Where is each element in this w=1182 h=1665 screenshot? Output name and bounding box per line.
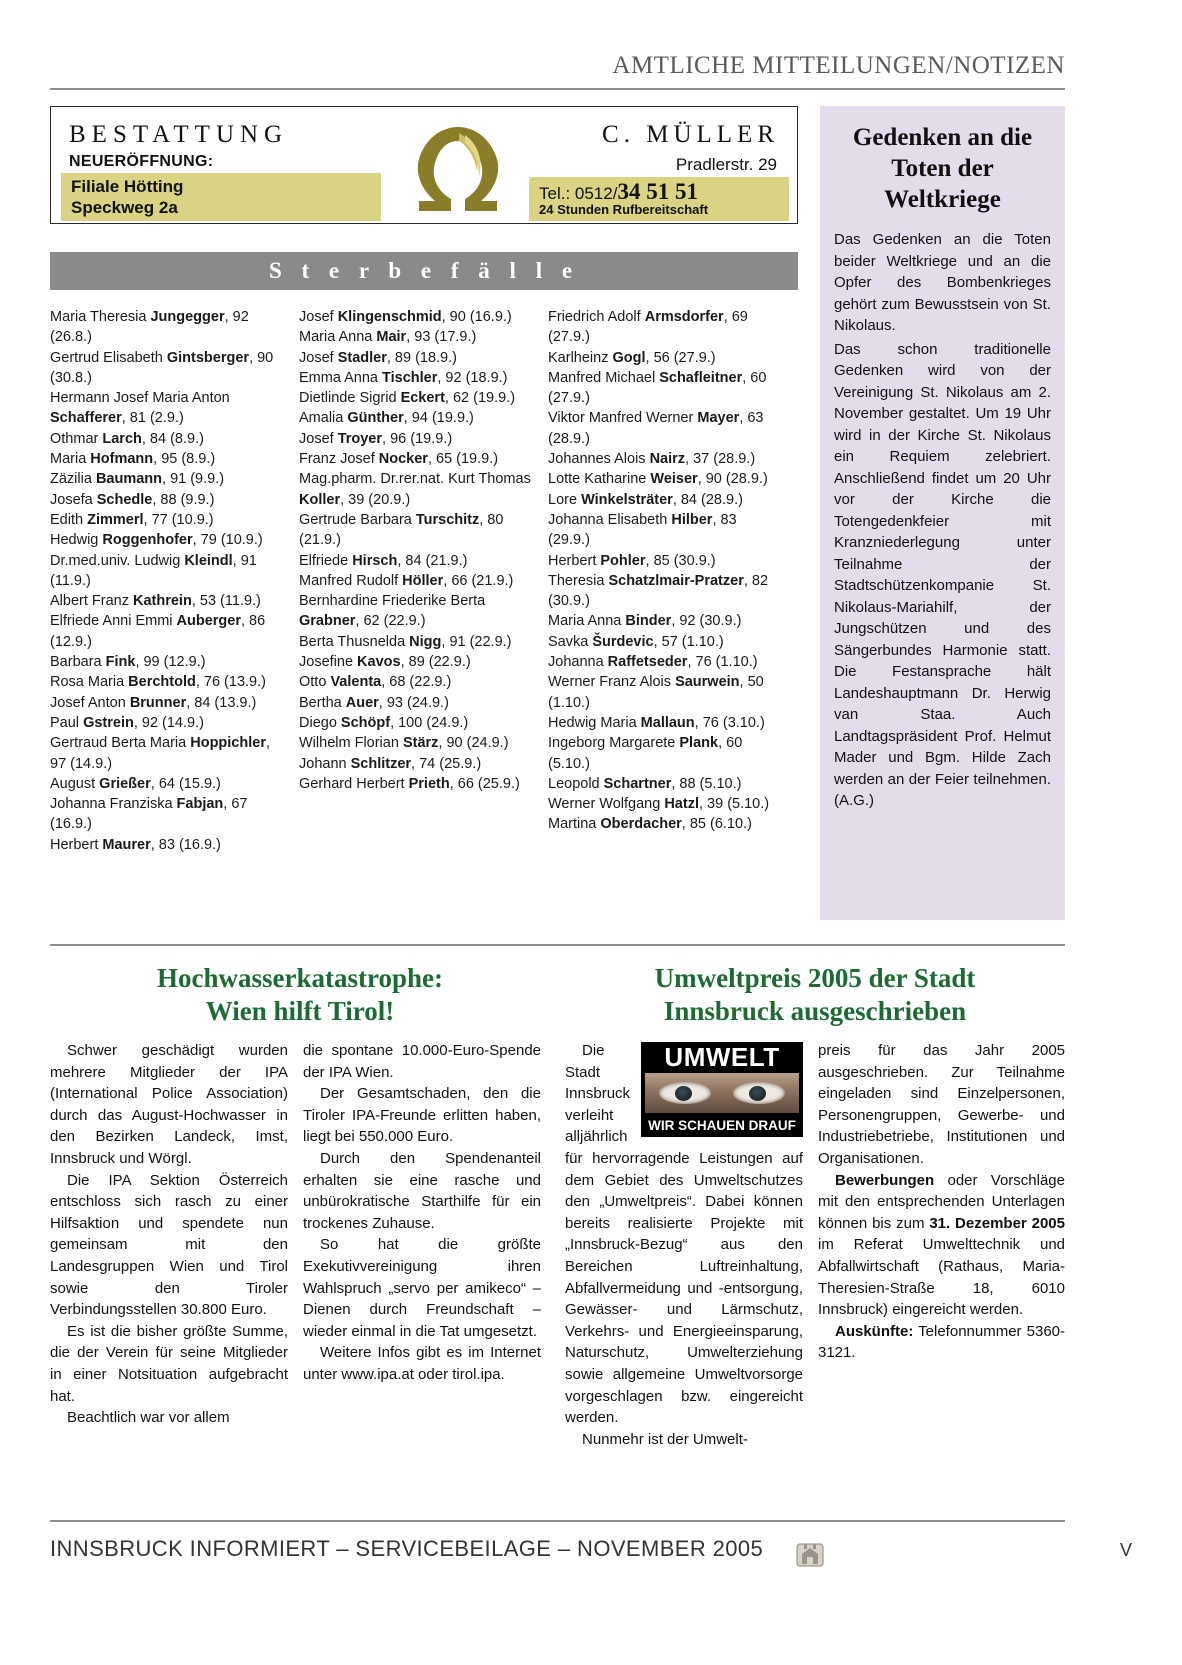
obituary-entry: Dr.med.univ. Ludwig Kleindl, 91 (11.9.) bbox=[50, 552, 257, 589]
iris-right bbox=[749, 1086, 766, 1101]
obituary-entry: Albert Franz Kathrein, 53 (11.9.) bbox=[50, 593, 261, 610]
ad-brand: BESTATTUNG bbox=[69, 121, 289, 148]
obituary-entry: Werner Wolfgang Hatzl, 39 (5.10.) bbox=[548, 796, 770, 813]
obituary-entry: Paul Gstrein, 92 (14.9.) bbox=[50, 714, 204, 731]
ad-branch-line1: Filiale Hötting bbox=[71, 177, 184, 196]
obituary-entry: Maria Theresia Jungegger, 92 (26.8.) bbox=[50, 309, 249, 346]
obituary-entry: Franz Josef Nocker, 65 (19.9.) bbox=[299, 451, 499, 468]
obituary-entry: Gerhard Herbert Prieth, 66 (25.9.) bbox=[299, 775, 520, 792]
obituary-entry: Hedwig Roggenhofer, 79 (10.9.) bbox=[50, 532, 263, 549]
iris-left bbox=[675, 1086, 692, 1101]
obituary-entry: Gertrude Barbara Turschitz, 80 (21.9.) bbox=[299, 511, 504, 549]
article1-column-2 bbox=[303, 1040, 541, 1386]
obituary-entry: Diego Schöpf, 100 (24.9.) bbox=[299, 714, 469, 731]
article1-column-1 bbox=[50, 1040, 288, 1429]
umwelt-logo-eyes bbox=[645, 1073, 799, 1113]
obituary-entry: Savka Šurdevic, 57 (1.10.) bbox=[548, 633, 724, 650]
obituary-entry: Otto Valenta, 68 (22.9.) bbox=[299, 674, 452, 691]
obituary-entry: Josef Klingenschmid, 90 (16.9.) bbox=[299, 309, 512, 325]
article-paragraph: Der Gesamtschaden, den die Tiroler IPA-Freunde erlitten haben, liegt bei 550.000 Euro. bbox=[303, 1085, 541, 1146]
obituary-entry: August Grießer, 64 (15.9.) bbox=[50, 775, 221, 792]
article-paragraph: So hat die größte Exekutivvereinigung ihren Wahlspruch „servo per amikeco“ – Dienen durch Freundschaft – wieder einmal in die Tat umgesetzt. bbox=[303, 1236, 541, 1340]
obituary-entry: Herbert Pohler, 85 (30.9.) bbox=[548, 552, 716, 569]
article2-para-1: Die Stadt Innsbruck verleiht alljährlich für hervorragende Leistungen auf dem Gebiet des Umweltschutzes den „Umweltpreis“. Dabei können bereits realisierte Projekte mit „Innsbruck-Bezug“ aus den Bereichen Luftreinhaltung, Abfallvermeidung und -entsorgung, Gewässer- und Lärmschutz, Verkehrs- und Energieeinsparung, Naturschutz, Umwelterziehung sowie allgemeine Umweltvorsorge vorgeschlagen bzw. eingereicht werden. bbox=[565, 1042, 803, 1427]
obituary-entry: Dietlinde Sigrid Eckert, 62 (19.9.) bbox=[299, 390, 516, 407]
ad-tel-note: 24 Stunden Rufbereitschaft bbox=[539, 202, 709, 217]
article-paragraph: die spontane 10.000-Euro-Spende der IPA Wien. bbox=[303, 1042, 541, 1081]
obituary-entry: Martina Oberdacher, 85 (6.10.) bbox=[548, 816, 752, 833]
ad-address: Pradlerstr. 29 bbox=[675, 155, 777, 174]
obituary-column-1 bbox=[50, 307, 299, 855]
article1-title-line2: Wien hilft Tirol! bbox=[205, 996, 395, 1026]
obituary-entry: Karlheinz Gogl, 56 (27.9.) bbox=[548, 349, 716, 366]
obituary-entry: Emma Anna Tischler, 92 (18.9.) bbox=[299, 369, 508, 386]
obituary-entry: Bertha Auer, 93 (24.9.) bbox=[299, 694, 449, 711]
obituary-entry: Berta Thusnelda Nigg, 91 (22.9.) bbox=[299, 633, 512, 650]
sidebar-paragraph: Das schon traditionelle Gedenken wird von der Vereinigung St. Nikolaus am 2. November gestaltet. Um 19 Uhr wird in der Kirche St. Nikolaus ein Requiem zelebriert. Anschließend findet um 20 Uhr vor der Kirche die Totengedenkfeier mit Kranzniederlegung unter Teilnahme der Stadtschützenkompanie St. Nikolaus-Mariahilf, der Jungschützen und des Sängerbundes Harmonie statt. Die Festansprache hält Landeshauptmann Dr. Herwig van Staa. Auch Landtagspräsident Prof. Helmut Mader und Bgm. Hilde Zach werden an der Feier teilnehmen. (A.G.) bbox=[834, 340, 1051, 809]
obituary-entry: Othmar Larch, 84 (8.9.) bbox=[50, 430, 204, 447]
obituary-entry: Johannes Alois Nairz, 37 (28.9.) bbox=[548, 451, 756, 468]
article2-column-2 bbox=[818, 1040, 1065, 1364]
obituary-entry: Zäzilia Baumann, 91 (9.9.) bbox=[50, 471, 225, 488]
obituary-entry: Wilhelm Florian Stärz, 90 (24.9.) bbox=[299, 735, 509, 752]
obituary-entry: Maria Anna Mair, 93 (17.9.) bbox=[299, 329, 477, 346]
obituary-entry: Hedwig Maria Mallaun, 76 (3.10.) bbox=[548, 714, 765, 731]
article-paragraph: preis für das Jahr 2005 ausgeschrieben. Zur Teilnahme eingeladen sind Einzelpersonen, Personengruppen, Gewerbe- und Industriebetriebe, Institutionen und Organisationen. bbox=[818, 1042, 1065, 1167]
obituary-list bbox=[50, 307, 798, 855]
footer-text: INNSBRUCK INFORMIERT – SERVICEBEILAGE – NOVEMBER 2005 bbox=[50, 1536, 764, 1561]
sterbefaelle-banner: S t e r b e f ä l l e bbox=[50, 252, 798, 290]
ad-tel-number: 34 51 51 bbox=[617, 179, 698, 204]
obituary-entry: Viktor Manfred Werner Mayer, 63 (28.9.) bbox=[548, 410, 764, 447]
city-crest-icon bbox=[793, 1538, 827, 1572]
article-paragraph: Es ist die bisher größte Summe, die der Verein für seine Mitglieder in einer Notsituation aufgebracht hat. bbox=[50, 1322, 288, 1405]
obituary-entry: Elfriede Anni Emmi Auberger, 86 (12.9.) bbox=[50, 613, 266, 650]
obituary-entry: Johanna Elisabeth Hilber, 83 (29.9.) bbox=[548, 511, 737, 549]
header-divider bbox=[50, 88, 1065, 90]
obituary-entry: Ingeborg Margarete Plank, 60 (5.10.) bbox=[548, 735, 743, 772]
obituary-entry: Leopold Schartner, 88 (5.10.) bbox=[548, 775, 742, 792]
obituary-entry: Barbara Fink, 99 (12.9.) bbox=[50, 654, 206, 671]
sidebar-title: Gedenken an die Toten der Weltkriege bbox=[852, 124, 1033, 213]
eye-left-icon bbox=[659, 1082, 711, 1104]
obituary-entry: Mag.pharm. Dr.rer.nat. Kurt Thomas Koller, 39 (20.9.) bbox=[299, 471, 531, 508]
obituary-entry: Amalia Günther, 94 (19.9.) bbox=[299, 410, 474, 427]
eye-right-icon bbox=[733, 1082, 785, 1104]
article1-title-line1: Hochwasserkatastrophe: bbox=[157, 963, 443, 993]
obituary-entry: Josef Stadler, 89 (18.9.) bbox=[299, 349, 457, 366]
omega-logo-icon bbox=[399, 115, 517, 217]
obituary-entry: Elfriede Hirsch, 84 (21.9.) bbox=[299, 552, 468, 569]
article-paragraph: Durch den Spendenanteil erhalten sie eine rasche und unbürokratische Starthilfe für ein trockenes Zuhause. bbox=[303, 1149, 541, 1232]
ad-branch-box bbox=[61, 173, 381, 221]
obituary-entry: Gertrud Elisabeth Gintsberger, 90 (30.8.) bbox=[50, 349, 274, 386]
funeral-home-advertisement bbox=[50, 106, 798, 224]
obituary-entry: Manfred Rudolf Höller, 66 (21.9.) bbox=[299, 572, 514, 589]
ad-telephone-box bbox=[529, 177, 789, 221]
obituary-entry: Josef Anton Brunner, 84 (13.9.) bbox=[50, 694, 257, 711]
obituary-entry: Werner Franz Alois Saurwein, 50 (1.10.) bbox=[548, 674, 764, 711]
obituary-column-3 bbox=[548, 307, 797, 855]
article-paragraph: Bewerbungen oder Vorschläge mit den entsprechenden Unterlagen können bis zum 31. Dezember 2005 im Referat Umwelttechnik und Abfallwirtschaft (Rathaus, Maria-Theresien-Straße 18, 6010 Innsbruck) eingereicht werden. bbox=[818, 1171, 1065, 1319]
ad-branch-line2: Speckweg 2a bbox=[71, 198, 178, 217]
obituary-entry: Josef Troyer, 96 (19.9.) bbox=[299, 430, 453, 447]
umwelt-logo-bottom: WIR SCHAUEN DRAUF bbox=[648, 1118, 796, 1133]
obituary-entry: Johann Schlitzer, 74 (25.9.) bbox=[299, 755, 482, 772]
sidebar-paragraph: Das Gedenken an die Toten beider Weltkriege und an die Opfer des Bombenkrieges gehört zum Bewusstsein von St. Nikolaus. bbox=[834, 231, 1051, 334]
sidebar-body bbox=[834, 229, 1051, 812]
obituary-entry: Edith Zimmerl, 77 (10.9.) bbox=[50, 511, 214, 528]
article2-title-line1: Umweltpreis 2005 der Stadt bbox=[654, 963, 976, 993]
obituary-entry: Lotte Katharine Weiser, 90 (28.9.) bbox=[548, 471, 768, 488]
obituary-entry: Bernhardine Friederike Berta Grabner, 62 (22.9.) bbox=[299, 593, 486, 630]
article2-column-1 bbox=[565, 1040, 803, 1450]
article2-title bbox=[565, 962, 1065, 1028]
obituary-entry: Manfred Michael Schafleitner, 60 (27.9.) bbox=[548, 369, 767, 407]
obituary-entry: Friedrich Adolf Armsdorfer, 69 (27.9.) bbox=[548, 309, 748, 346]
obituary-entry: Maria Hofmann, 95 (8.9.) bbox=[50, 451, 216, 468]
article2-para-2: Nunmehr ist der Umwelt- bbox=[582, 1430, 748, 1448]
umwelt-logo-top: UMWELT bbox=[664, 1042, 780, 1072]
obituary-entry: Hermann Josef Maria Anton Schafferer, 81 (2.9.) bbox=[50, 390, 230, 427]
article1-title bbox=[50, 962, 550, 1028]
section-divider bbox=[50, 944, 1065, 946]
article-paragraph: Schwer geschädigt wurden mehrere Mitglieder der IPA (International Police Association) durch das August-Hochwasser in den Bezirken Landeck, Imst, Innsbruck und Wörgl. bbox=[50, 1042, 288, 1167]
obituary-entry: Herbert Maurer, 83 (16.9.) bbox=[50, 836, 221, 853]
obituary-entry: Gertraud Berta Maria Hoppichler, 97 (14.9.) bbox=[50, 735, 270, 772]
article-paragraph: Beachtlich war vor allem bbox=[67, 1409, 230, 1427]
umweltpreis-logo-icon bbox=[641, 1042, 803, 1137]
ad-opening-label: NEUERÖFFNUNG: bbox=[69, 153, 214, 170]
ad-company-name: C. MÜLLER bbox=[602, 121, 779, 148]
obituary-entry: Maria Anna Binder, 92 (30.9.) bbox=[548, 613, 742, 630]
sidebar-war-memorial bbox=[820, 106, 1065, 920]
article-paragraph: Auskünfte: Telefonnummer 5360-3121. bbox=[818, 1322, 1065, 1362]
footer-divider bbox=[50, 1520, 1065, 1522]
obituary-entry: Josefine Kavos, 89 (22.9.) bbox=[299, 654, 471, 671]
obituary-entry: Theresia Schatzlmair-Pratzer, 82 (30.9.) bbox=[548, 572, 769, 610]
obituary-entry: Lore Winkelsträter, 84 (28.9.) bbox=[548, 491, 743, 508]
article-paragraph: Weitere Infos gibt es im Internet unter www.ipa.at oder tirol.ipa. bbox=[303, 1344, 541, 1383]
footer-page-number: V bbox=[1119, 1540, 1132, 1560]
page-masthead: AMTLICHE MITTEILUNGEN/NOTIZEN bbox=[612, 52, 1065, 79]
article-paragraph: Die IPA Sektion Österreich entschloss sich rasch zu einer Hilfsaktion und spendete nun gemeinsam mit den Landesgruppen Wien und Tirol sowie den Tiroler Verbindungsstellen 30.800 Euro. bbox=[50, 1171, 288, 1319]
obituary-column-2 bbox=[299, 307, 548, 855]
obituary-entry: Johanna Raffetseder, 76 (1.10.) bbox=[548, 654, 758, 671]
ad-tel-prefix: Tel.: 0512/ bbox=[539, 184, 618, 203]
article2-title-line2: Innsbruck ausgeschrieben bbox=[663, 996, 967, 1026]
obituary-entry: Johanna Franziska Fabjan, 67 (16.9.) bbox=[50, 796, 248, 833]
obituary-entry: Josefa Schedle, 88 (9.9.) bbox=[50, 491, 215, 508]
obituary-entry: Rosa Maria Berchtold, 76 (13.9.) bbox=[50, 674, 266, 691]
